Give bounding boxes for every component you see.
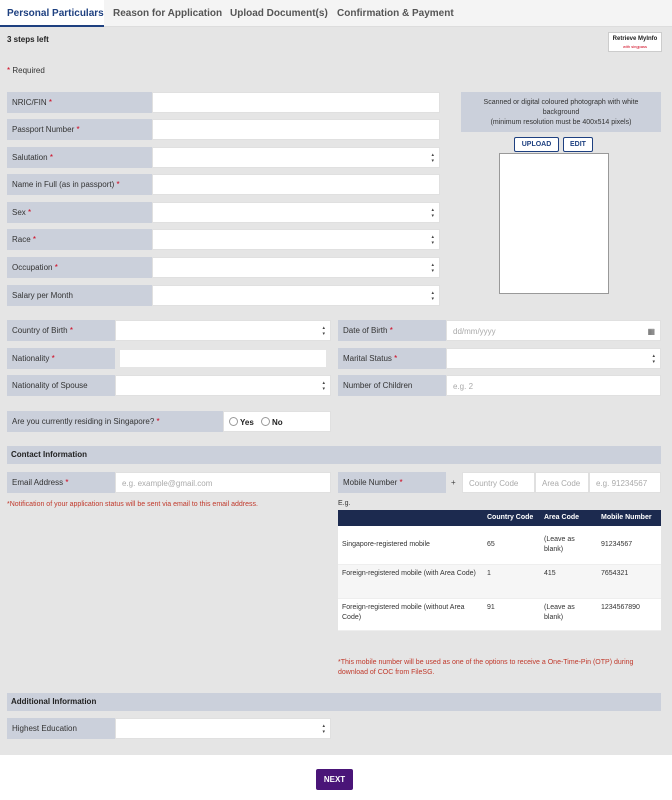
otp-note: *This mobile number will be used as one of the options to receive a One-Time-Pin (OTP) during download of COC from FileSG. <box>338 659 634 676</box>
email-note: *Notification of your application status will be sent via email to this email address. <box>7 501 258 508</box>
area-code-placeholder: Area Code <box>542 479 581 488</box>
nationality-of-spouse-label-text: Nationality of Spouse <box>12 381 88 390</box>
table-cell: 65 <box>483 526 540 564</box>
occupation-select[interactable] <box>152 257 440 278</box>
table-cell: (Leave as blank) <box>540 598 597 630</box>
number-of-children-label-text: Number of Children <box>343 381 413 390</box>
occupation-label-text: Occupation <box>12 263 53 272</box>
salary-label-text: Salary per Month <box>12 291 73 300</box>
race-label <box>7 229 152 250</box>
additional-information-header: Additional Information <box>7 693 661 711</box>
radio-yes[interactable] <box>229 417 238 426</box>
number-of-children-label <box>338 375 446 396</box>
calendar-icon[interactable]: ▦ <box>647 327 655 336</box>
nationality-input[interactable] <box>120 350 326 367</box>
highest-education-select[interactable] <box>115 718 331 739</box>
table-cell: Foreign-registered mobile (without Area Code) <box>338 598 483 630</box>
salary-select[interactable] <box>152 285 440 306</box>
singpass-logo: with singpass <box>622 44 647 49</box>
email-placeholder: e.g. example@gmail.com <box>122 479 213 488</box>
sex-label <box>7 202 152 223</box>
required-asterisk: * <box>54 263 58 272</box>
table-header <box>338 510 483 526</box>
dob-input[interactable] <box>446 320 661 341</box>
race-label-text: Race <box>12 235 31 244</box>
name-input[interactable] <box>152 174 440 195</box>
nationality-label-text: Nationality <box>12 354 50 363</box>
required-note-text: Required <box>12 66 45 75</box>
required-asterisk: * <box>69 326 73 335</box>
tab-bar <box>0 0 672 27</box>
race-select[interactable] <box>152 229 440 250</box>
next-button[interactable]: NEXT <box>316 769 353 790</box>
nric-input[interactable] <box>152 92 440 113</box>
upload-button[interactable]: UPLOAD <box>514 137 559 152</box>
highest-education-label-text: Highest Education <box>12 724 77 733</box>
radio-no-label[interactable]: No <box>272 418 283 427</box>
dob-label-text: Date of Birth <box>343 326 388 335</box>
salutation-select[interactable] <box>152 147 440 168</box>
required-asterisk: * <box>389 326 393 335</box>
table-cell: 7654321 <box>597 564 661 598</box>
table-cell: Foreign-registered mobile (with Area Code) <box>338 564 483 598</box>
salutation-label <box>7 147 152 168</box>
example-label: E.g. <box>338 500 351 507</box>
mobile-label-text: Mobile Number <box>343 478 398 487</box>
country-of-birth-label-text: Country of Birth <box>12 326 68 335</box>
residing-radio-group <box>223 411 331 432</box>
name-label-text: Name in Full (as in passport) <box>12 180 115 189</box>
nationality-of-spouse-select[interactable] <box>115 375 331 396</box>
dob-placeholder: dd/mm/yyyy <box>453 327 496 336</box>
email-label <box>7 472 115 493</box>
area-code-input[interactable] <box>535 472 589 493</box>
required-note <box>7 66 45 75</box>
edit-button[interactable]: EDIT <box>563 137 593 152</box>
nric-label <box>7 92 152 113</box>
marital-status-label <box>338 348 446 369</box>
plus-sign: + <box>446 472 462 493</box>
table-header: Area Code <box>540 510 597 526</box>
salary-label <box>7 285 152 306</box>
photo-preview <box>499 153 609 294</box>
number-of-children-input[interactable] <box>446 375 661 396</box>
table-cell: 415 <box>540 564 597 598</box>
highest-education-label <box>7 718 115 739</box>
mobile-number-input[interactable] <box>589 472 661 493</box>
required-asterisk: * <box>76 125 80 134</box>
nationality-of-spouse-label <box>7 375 115 396</box>
table-cell: Singapore-registered mobile <box>338 526 483 564</box>
residing-label <box>7 411 223 432</box>
salutation-label-text: Salutation <box>12 153 48 162</box>
table-cell: (Leave as blank) <box>540 526 597 564</box>
children-placeholder: e.g. 2 <box>453 382 474 391</box>
photo-instructions-text: Scanned or digital coloured photograph with white background <box>483 99 639 116</box>
country-code-placeholder: Country Code <box>469 479 519 488</box>
email-label-text: Email Address <box>12 478 64 487</box>
table-header-row <box>338 510 661 526</box>
sex-select[interactable] <box>152 202 440 223</box>
marital-status-select[interactable] <box>446 348 661 369</box>
tab-personal-particulars[interactable]: Personal Particulars <box>0 0 104 27</box>
passport-input[interactable] <box>152 119 440 140</box>
required-asterisk: * <box>51 354 55 363</box>
occupation-label <box>7 257 152 278</box>
country-of-birth-label <box>7 320 115 341</box>
marital-status-label-text: Marital Status <box>343 354 392 363</box>
email-input[interactable] <box>115 472 331 493</box>
passport-label-text: Passport Number <box>12 125 75 134</box>
country-code-input[interactable] <box>462 472 535 493</box>
tab-reason-for-application[interactable]: Reason for Application <box>113 8 223 19</box>
photo-instructions <box>461 98 661 128</box>
contact-information-header: Contact Information <box>7 446 661 464</box>
country-of-birth-select[interactable] <box>115 320 331 341</box>
table-row <box>338 598 661 630</box>
required-asterisk: * <box>28 208 32 217</box>
radio-yes-label[interactable]: Yes <box>240 418 254 427</box>
photo-resolution-text: (minimum resolution must be 400x514 pixels) <box>490 119 632 126</box>
table-cell: 1 <box>483 564 540 598</box>
table-cell: 1234567890 <box>597 598 661 630</box>
dob-label <box>338 320 446 341</box>
required-asterisk: * <box>394 354 398 363</box>
required-asterisk: * <box>65 478 69 487</box>
table-row <box>338 564 661 598</box>
radio-no[interactable] <box>261 417 270 426</box>
myinfo-title: Retrieve MyInfo <box>612 36 658 42</box>
required-asterisk: * <box>49 153 53 162</box>
table-cell: 91 <box>483 598 540 630</box>
tab-upload-documents[interactable]: Upload Document(s) <box>230 8 328 19</box>
retrieve-myinfo-button[interactable] <box>608 32 662 52</box>
required-asterisk: * <box>116 180 120 189</box>
nationality-label <box>7 348 115 369</box>
required-asterisk: * <box>48 98 53 107</box>
table-cell: 91234567 <box>597 526 661 564</box>
required-asterisk: * <box>156 417 160 426</box>
tab-confirmation-payment[interactable]: Confirmation & Payment <box>337 8 454 19</box>
mobile-format-table <box>338 510 661 631</box>
required-asterisk: * <box>32 235 37 244</box>
nric-label-text: NRIC/FIN <box>12 98 47 107</box>
name-label <box>7 174 152 195</box>
table-header: Mobile Number <box>597 510 661 526</box>
photo-panel <box>461 92 661 297</box>
required-asterisk: * <box>7 66 11 75</box>
mobile-placeholder: e.g. 91234567 <box>596 479 648 488</box>
sex-label-text: Sex <box>12 208 26 217</box>
required-asterisk: * <box>399 478 403 487</box>
table-header: Country Code <box>483 510 540 526</box>
mobile-label <box>338 472 446 493</box>
passport-label <box>7 119 152 140</box>
steps-left: 3 steps left <box>7 35 49 44</box>
residing-label-text: Are you currently residing in Singapore? <box>12 417 155 426</box>
nationality-field[interactable] <box>115 348 331 369</box>
table-row <box>338 526 661 564</box>
